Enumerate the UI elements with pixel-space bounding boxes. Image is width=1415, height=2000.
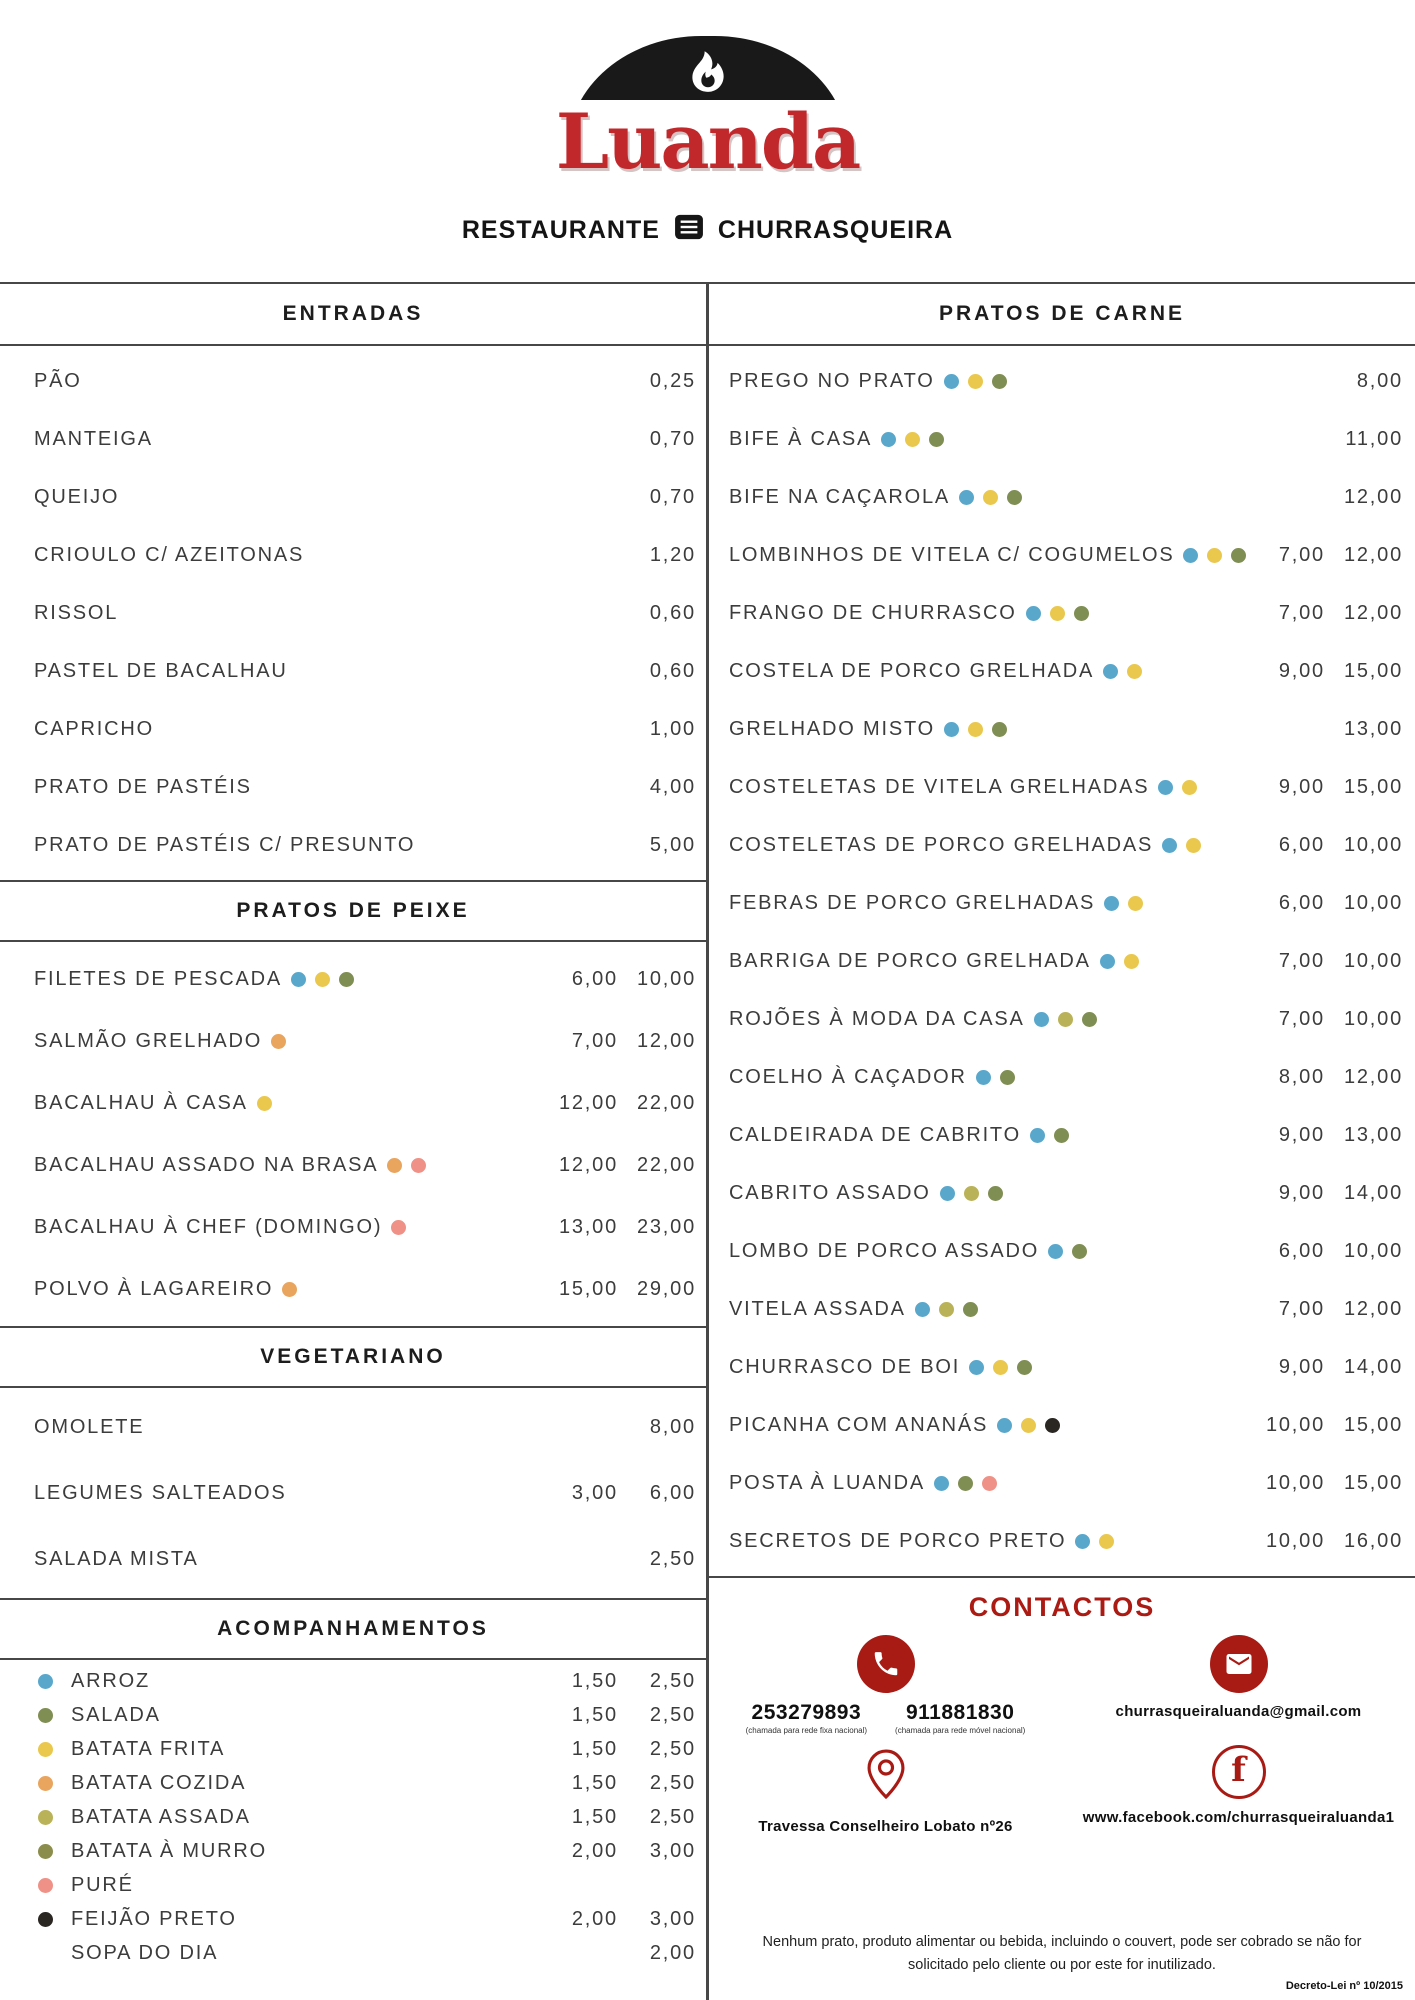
contact-address-cell	[709, 1745, 1062, 1835]
menu-item	[709, 410, 1415, 468]
item-name: COSTELETAS DE VITELA GRELHADAS	[729, 775, 1150, 798]
menu-item	[0, 1868, 706, 1902]
item-name: BACALHAU À CASA	[34, 1091, 248, 1114]
logo-subtitle	[0, 214, 1415, 247]
phone-mobile	[895, 1701, 1025, 1735]
item-price-full: 14,00	[1343, 1355, 1403, 1378]
arroz-dot	[1048, 1244, 1063, 1259]
item-name: PASTEL DE BACALHAU	[34, 659, 288, 682]
arroz-dot	[976, 1070, 991, 1085]
batata-frita-dot	[257, 1096, 272, 1111]
item-price-full: 10,00	[1343, 1239, 1403, 1262]
item-price-full: 10,00	[1343, 891, 1403, 914]
item-name: FEBRAS DE PORCO GRELHADAS	[729, 891, 1096, 914]
arroz-dot	[915, 1302, 930, 1317]
batata-frita-dot	[983, 490, 998, 505]
salada-dot	[1054, 1128, 1069, 1143]
contacts-grid	[709, 1635, 1415, 1835]
item-name: LOMBO DE PORCO ASSADO	[729, 1239, 1040, 1262]
batata-frita-dot	[993, 1360, 1008, 1375]
arroz-dot	[940, 1186, 955, 1201]
arroz-dot	[1162, 838, 1177, 853]
item-price-full: 12,00	[1343, 543, 1403, 566]
menu-item	[0, 1460, 706, 1526]
phone-numbers	[746, 1701, 1026, 1735]
item-price-half: 12,00	[558, 1153, 618, 1176]
menu-item	[0, 948, 706, 1010]
item-name: FRANGO DE CHURRASCO	[729, 601, 1017, 624]
item-price-full: 0,25	[649, 369, 696, 392]
item-price-full: 13,00	[1343, 717, 1403, 740]
item-name: BIFE À CASA	[729, 427, 873, 450]
arroz-dot	[944, 722, 959, 737]
item-price-half: 9,00	[1278, 775, 1325, 798]
item-price-full: 10,00	[1343, 1007, 1403, 1030]
menu-body	[0, 282, 1415, 2000]
phone-fixed	[746, 1701, 867, 1735]
item-price-full: 22,00	[636, 1153, 696, 1176]
item-price-half: 9,00	[1278, 1123, 1325, 1146]
item-name: LOMBINHOS DE VITELA C/ COGUMELOS	[729, 543, 1175, 566]
menu-item	[709, 990, 1415, 1048]
section-items	[0, 942, 706, 1326]
brand-name: Luanda	[555, 97, 860, 186]
menu-item	[0, 1526, 706, 1592]
menu-right-column	[709, 284, 1415, 2000]
contact-facebook-cell	[1062, 1745, 1415, 1835]
arroz-dot	[1183, 548, 1198, 563]
item-price-half: 10,00	[1265, 1529, 1325, 1552]
item-price-half: 6,00	[1278, 891, 1325, 914]
arroz-dot	[1026, 606, 1041, 621]
arroz-dot	[1158, 780, 1173, 795]
phone-number-1: 253279893	[751, 1701, 862, 1724]
item-name: COSTELETAS DE PORCO GRELHADAS	[729, 833, 1154, 856]
section-title: PRATOS DE PEIXE	[0, 880, 706, 942]
arroz-dot	[934, 1476, 949, 1491]
batata-frita-dot	[1207, 548, 1222, 563]
salada-dot	[958, 1476, 973, 1491]
menu-item	[0, 1010, 706, 1072]
salada-dot	[339, 972, 354, 987]
item-price-half: 7,00	[571, 1029, 618, 1052]
salada-dot	[1072, 1244, 1087, 1259]
item-price-half: 1,50	[571, 1805, 618, 1828]
menu-item	[0, 816, 706, 874]
item-price-half: 1,50	[571, 1771, 618, 1794]
menu-item	[709, 584, 1415, 642]
arroz-dot	[969, 1360, 984, 1375]
item-price-half: 9,00	[1278, 1355, 1325, 1378]
batata-assada-dot	[964, 1186, 979, 1201]
item-name: SALADA MISTA	[34, 1547, 199, 1570]
menu-item	[0, 410, 706, 468]
menu-item	[709, 468, 1415, 526]
menu-item	[709, 1338, 1415, 1396]
menu-item	[709, 816, 1415, 874]
email-address: churrasqueiraluanda@gmail.com	[1115, 1703, 1362, 1720]
contacts-section	[709, 1576, 1415, 2000]
batata-frita-dot	[1127, 664, 1142, 679]
batata-frita-dot	[1182, 780, 1197, 795]
item-price-full: 1,00	[649, 717, 696, 740]
item-name: BACALHAU ASSADO NA BRASA	[34, 1153, 379, 1176]
item-price-half: 9,00	[1278, 1181, 1325, 1204]
salada-dot	[992, 722, 1007, 737]
item-price-half: 7,00	[1278, 1007, 1325, 1030]
section-title: ENTRADAS	[0, 284, 706, 346]
menu-item	[709, 1222, 1415, 1280]
contact-phone-cell	[709, 1635, 1062, 1735]
salada-dot	[1017, 1360, 1032, 1375]
menu-left-column	[0, 284, 709, 2000]
menu-item	[709, 1106, 1415, 1164]
item-price-full: 2,50	[649, 1547, 696, 1570]
item-name: QUEIJO	[34, 485, 120, 508]
item-name: POLVO À LAGAREIRO	[34, 1277, 274, 1300]
facebook-icon: f	[1212, 1745, 1266, 1799]
subtitle-churrasqueira: CHURRASQUEIRA	[717, 216, 954, 244]
menu-item	[709, 352, 1415, 410]
location-pin-icon	[857, 1745, 915, 1808]
section-items	[0, 346, 706, 880]
menu-item	[709, 642, 1415, 700]
salada-dot	[1000, 1070, 1015, 1085]
item-price-full: 2,00	[649, 1941, 696, 1964]
item-price-half: 2,00	[571, 1907, 618, 1930]
phone-icon	[857, 1635, 915, 1693]
item-name: CAPRICHO	[34, 717, 154, 740]
phone-number-2: 911881830	[905, 1701, 1015, 1724]
section-items	[709, 346, 1415, 1576]
item-name: POSTA À LUANDA	[729, 1471, 925, 1494]
grill-icon	[674, 214, 704, 247]
item-name: SALADA	[71, 1703, 161, 1726]
salada-dot	[1074, 606, 1089, 621]
batata-frita-dot	[1050, 606, 1065, 621]
arroz-dot	[944, 374, 959, 389]
item-price-full: 12,00	[1343, 1065, 1403, 1088]
menu-item	[0, 526, 706, 584]
batata-frita-dot	[1099, 1534, 1114, 1549]
item-price-half: 9,00	[1278, 659, 1325, 682]
batata-frita-dot	[968, 722, 983, 737]
item-price-full: 4,00	[649, 775, 696, 798]
section-title: ACOMPANHAMENTOS	[0, 1598, 706, 1660]
section-entradas	[0, 284, 706, 880]
menu-item	[709, 874, 1415, 932]
item-name: SALMÃO GRELHADO	[34, 1029, 263, 1052]
facebook-url: www.facebook.com/churrasqueiraluanda1	[1082, 1809, 1395, 1826]
item-price-half: 10,00	[1265, 1413, 1325, 1436]
arroz-dot	[1075, 1534, 1090, 1549]
batata-cozida-dot	[387, 1158, 402, 1173]
dot-placeholder	[38, 1946, 53, 1961]
menu-item	[709, 700, 1415, 758]
item-name: BATATA À MURRO	[71, 1839, 267, 1862]
item-price-full: 3,00	[649, 1907, 696, 1930]
feijao-preto-dot	[1045, 1418, 1060, 1433]
batata-assada-dot	[38, 1810, 53, 1825]
item-price-full: 8,00	[649, 1415, 696, 1438]
arroz-dot	[997, 1418, 1012, 1433]
salada-dot	[1082, 1012, 1097, 1027]
item-price-full: 15,00	[1343, 775, 1403, 798]
menu-item	[709, 1048, 1415, 1106]
section-pratos-de-carne	[709, 284, 1415, 1576]
batata-frita-dot	[905, 432, 920, 447]
menu-item	[709, 932, 1415, 990]
item-name: BACALHAU À CHEF (DOMINGO)	[34, 1215, 383, 1238]
item-price-full: 12,00	[1343, 1297, 1403, 1320]
arroz-dot	[881, 432, 896, 447]
item-price-half: 1,50	[571, 1703, 618, 1726]
phone-note-2: (chamada para rede móvel nacional)	[895, 1726, 1026, 1735]
batata-cozida-dot	[38, 1776, 53, 1791]
menu-item	[0, 1936, 706, 1970]
menu-item	[0, 584, 706, 642]
menu-item	[0, 1258, 706, 1320]
item-price-full: 0,70	[649, 427, 696, 450]
item-price-half: 7,00	[1278, 949, 1325, 972]
item-price-half: 6,00	[1278, 833, 1325, 856]
section-items	[0, 1388, 706, 1598]
item-price-half: 12,00	[558, 1091, 618, 1114]
contacts-title: CONTACTOS	[968, 1592, 1156, 1622]
item-price-full: 2,50	[649, 1669, 696, 1692]
item-name: PURÉ	[71, 1873, 134, 1896]
logo-banner	[528, 97, 888, 190]
menu-item	[0, 1134, 706, 1196]
item-price-full: 29,00	[636, 1277, 696, 1300]
arroz-dot	[1104, 896, 1119, 911]
item-name: BARRIGA DE PORCO GRELHADA	[729, 949, 1091, 972]
item-price-half: 15,00	[558, 1277, 618, 1300]
item-name: ARROZ	[71, 1669, 150, 1692]
item-name: BATATA FRITA	[71, 1737, 226, 1760]
menu-item	[0, 1902, 706, 1936]
menu-item	[0, 1394, 706, 1460]
item-price-half: 1,50	[571, 1669, 618, 1692]
decree-reference: Decreto-Lei nº 10/2015	[1285, 1980, 1403, 1992]
item-name: BATATA COZIDA	[71, 1771, 247, 1794]
item-name: COSTELA DE PORCO GRELHADA	[729, 659, 1095, 682]
batata-frita-dot	[315, 972, 330, 987]
salada-dot	[1007, 490, 1022, 505]
item-price-full: 12,00	[1343, 485, 1403, 508]
menu-item	[0, 642, 706, 700]
menu-item	[0, 352, 706, 410]
salada-dot	[963, 1302, 978, 1317]
menu-item	[0, 1766, 706, 1800]
header	[0, 0, 1415, 282]
item-price-half: 8,00	[1278, 1065, 1325, 1088]
item-price-half: 2,00	[571, 1839, 618, 1862]
menu-item	[0, 700, 706, 758]
item-name: MANTEIGA	[34, 427, 153, 450]
item-price-full: 11,00	[1345, 427, 1403, 450]
item-price-full: 2,50	[649, 1805, 696, 1828]
section-title: PRATOS DE CARNE	[709, 284, 1415, 346]
legal-footnote: Nenhum prato, produto alimentar ou bebida, incluindo o couvert, pode ser cobrado se não for solicitado pelo cliente ou por este for inutilizado.	[762, 1934, 1362, 1973]
item-price-half: 10,00	[1265, 1471, 1325, 1494]
item-price-full: 15,00	[1343, 1471, 1403, 1494]
menu-item	[709, 758, 1415, 816]
batata-frita-dot	[1186, 838, 1201, 853]
phone-note-1: (chamada para rede fixa nacional)	[745, 1726, 868, 1735]
item-price-full: 2,50	[649, 1703, 696, 1726]
menu-item	[0, 468, 706, 526]
item-name: COELHO À CAÇADOR	[729, 1065, 967, 1088]
arroz-dot	[1103, 664, 1118, 679]
item-name: LEGUMES SALTEADOS	[34, 1481, 287, 1504]
section-items	[0, 1660, 706, 1974]
arroz-dot	[291, 972, 306, 987]
section-vegetariano	[0, 1326, 706, 1598]
email-icon	[1210, 1635, 1268, 1693]
menu-item	[709, 1164, 1415, 1222]
item-name: GRELHADO MISTO	[729, 717, 935, 740]
item-name: BIFE NA CAÇAROLA	[729, 485, 951, 508]
section-pratos-de-peixe	[0, 880, 706, 1326]
menu-item	[0, 1698, 706, 1732]
item-price-full: 2,50	[649, 1771, 696, 1794]
salada-dot	[1231, 548, 1246, 563]
item-name: FEIJÃO PRETO	[71, 1907, 237, 1930]
arroz-dot	[1030, 1128, 1045, 1143]
pure-dot	[982, 1476, 997, 1491]
arroz-dot	[959, 490, 974, 505]
item-price-half: 7,00	[1278, 543, 1325, 566]
item-price-full: 5,00	[649, 833, 696, 856]
batata-assada-dot	[939, 1302, 954, 1317]
batata-frita-dot	[1021, 1418, 1036, 1433]
menu-item	[709, 1512, 1415, 1570]
menu-item	[0, 1732, 706, 1766]
item-name: CHURRASCO DE BOI	[729, 1355, 961, 1378]
menu-item	[0, 1834, 706, 1868]
subtitle-restaurante: RESTAURANTE	[461, 216, 660, 244]
pure-dot	[411, 1158, 426, 1173]
pure-dot	[38, 1878, 53, 1893]
menu-item	[0, 1800, 706, 1834]
item-price-half: 7,00	[1278, 601, 1325, 624]
item-price-full: 0,70	[649, 485, 696, 508]
batata-frita-dot	[1124, 954, 1139, 969]
item-price-full: 14,00	[1343, 1181, 1403, 1204]
batata-frita-dot	[968, 374, 983, 389]
batata-cozida-dot	[271, 1034, 286, 1049]
item-price-half: 6,00	[1278, 1239, 1325, 1262]
menu-item	[709, 1454, 1415, 1512]
item-price-full: 8,00	[1356, 369, 1403, 392]
item-name: PÃO	[34, 369, 82, 392]
item-price-full: 16,00	[1343, 1529, 1403, 1552]
item-price-half: 6,00	[571, 967, 618, 990]
batata-a-murro-dot	[38, 1844, 53, 1859]
contact-email-cell	[1062, 1635, 1415, 1735]
item-name: ROJÕES À MODA DA CASA	[729, 1007, 1025, 1030]
arroz-dot	[1100, 954, 1115, 969]
batata-assada-dot	[1058, 1012, 1073, 1027]
item-name: OMOLETE	[34, 1415, 145, 1438]
item-price-half: 1,50	[571, 1737, 618, 1760]
item-price-full: 2,50	[649, 1737, 696, 1760]
feijao-preto-dot	[38, 1912, 53, 1927]
item-price-full: 13,00	[1343, 1123, 1403, 1146]
menu-item	[0, 1196, 706, 1258]
batata-cozida-dot	[282, 1282, 297, 1297]
item-name: CABRITO ASSADO	[729, 1181, 931, 1204]
item-name: PRATO DE PASTÉIS	[34, 775, 252, 798]
arroz-dot	[1034, 1012, 1049, 1027]
menu-item	[709, 1396, 1415, 1454]
item-price-half: 7,00	[1278, 1297, 1325, 1320]
item-price-full: 15,00	[1343, 1413, 1403, 1436]
item-price-full: 23,00	[636, 1215, 696, 1238]
menu-item	[0, 1664, 706, 1698]
menu-item	[709, 1280, 1415, 1338]
item-name: SOPA DO DIA	[71, 1941, 219, 1964]
batata-frita-dot	[38, 1742, 53, 1757]
item-price-half: 3,00	[571, 1481, 618, 1504]
item-price-full: 0,60	[649, 659, 696, 682]
item-price-full: 10,00	[1343, 833, 1403, 856]
menu-item	[709, 526, 1415, 584]
salada-dot	[929, 432, 944, 447]
item-price-full: 3,00	[649, 1839, 696, 1862]
salada-dot	[38, 1708, 53, 1723]
menu-item	[0, 1072, 706, 1134]
item-name: RISSOL	[34, 601, 119, 624]
item-name: BATATA ASSADA	[71, 1805, 251, 1828]
item-name: PRATO DE PASTÉIS C/ PRESUNTO	[34, 833, 416, 856]
salada-dot	[988, 1186, 1003, 1201]
item-price-full: 12,00	[636, 1029, 696, 1052]
item-name: CALDEIRADA DE CABRITO	[729, 1123, 1021, 1146]
item-price-full: 1,20	[649, 543, 696, 566]
item-price-full: 22,00	[636, 1091, 696, 1114]
arroz-dot	[38, 1674, 53, 1689]
item-price-full: 10,00	[1343, 949, 1403, 972]
item-price-full: 10,00	[636, 967, 696, 990]
item-name: FILETES DE PESCADA	[34, 967, 283, 990]
item-name: PICANHA COM ANANÁS	[729, 1413, 989, 1436]
salada-dot	[992, 374, 1007, 389]
section-title: VEGETARIANO	[0, 1326, 706, 1388]
pure-dot	[391, 1220, 406, 1235]
item-price-half: 13,00	[558, 1215, 618, 1238]
item-price-full: 0,60	[649, 601, 696, 624]
item-price-full: 12,00	[1343, 601, 1403, 624]
item-name: SECRETOS DE PORCO PRETO	[729, 1529, 1067, 1552]
item-name: VITELA ASSADA	[729, 1297, 906, 1320]
section-acompanhamentos	[0, 1598, 706, 1974]
item-price-full: 15,00	[1343, 659, 1403, 682]
batata-frita-dot	[1128, 896, 1143, 911]
item-name: PREGO NO PRATO	[729, 369, 935, 392]
menu-item	[0, 758, 706, 816]
item-price-full: 6,00	[649, 1481, 696, 1504]
item-name: CRIOULO C/ AZEITONAS	[34, 543, 305, 566]
street-address: Travessa Conselheiro Lobato nº26	[758, 1818, 1013, 1835]
